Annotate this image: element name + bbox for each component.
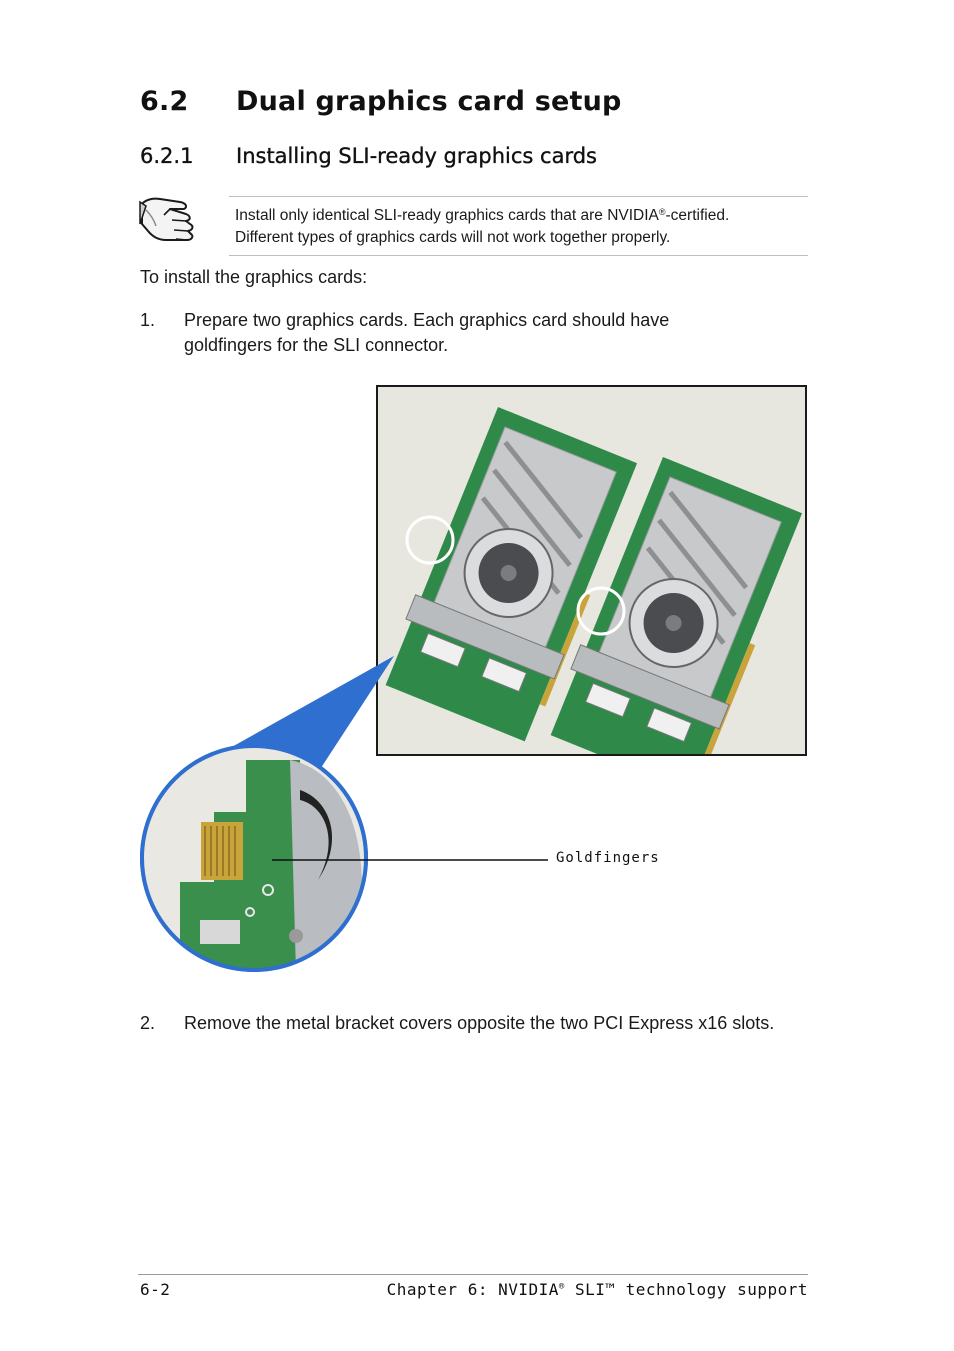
section-heading — [140, 86, 622, 117]
subsection-title: Installing SLI-ready graphics cards — [236, 144, 597, 168]
registered-mark: ® — [658, 207, 666, 217]
step-1-text: Prepare two graphics cards. Each graphics card should have goldfingers for the SLI connector. — [184, 310, 670, 355]
note-text — [235, 205, 805, 249]
note-bottom-rule — [229, 255, 808, 256]
section-title: Dual graphics card setup — [236, 86, 622, 117]
subsection-heading — [140, 144, 597, 168]
step-1-number: 1. — [140, 310, 156, 330]
footer-chapter-title: Chapter 6: NVIDIA® SLI™ technology support — [386, 1280, 808, 1299]
section-number: 6.2 — [140, 86, 189, 117]
note-line-2: Different types of graphics cards will not work together properly. — [235, 229, 671, 246]
note-line-1: Install only identical SLI-ready graphics cards that are NVIDIA®-certified. — [235, 207, 730, 224]
note-top-rule — [229, 196, 808, 197]
intro-text: To install the graphics cards: — [140, 267, 368, 287]
footer-page-number: 6-2 — [140, 1280, 171, 1299]
step-2-number: 2. — [140, 1013, 156, 1033]
footer-registered-mark: ® — [558, 1282, 565, 1292]
hand-pointing-icon — [136, 190, 208, 246]
subsection-number: 6.2.1 — [140, 144, 194, 168]
goldfingers-label: Goldfingers — [556, 850, 660, 866]
graphics-cards-photo — [376, 385, 807, 756]
step-2-text: Remove the metal bracket covers opposite the two PCI Express x16 slots. — [184, 1013, 775, 1033]
footer-rule — [138, 1274, 808, 1275]
